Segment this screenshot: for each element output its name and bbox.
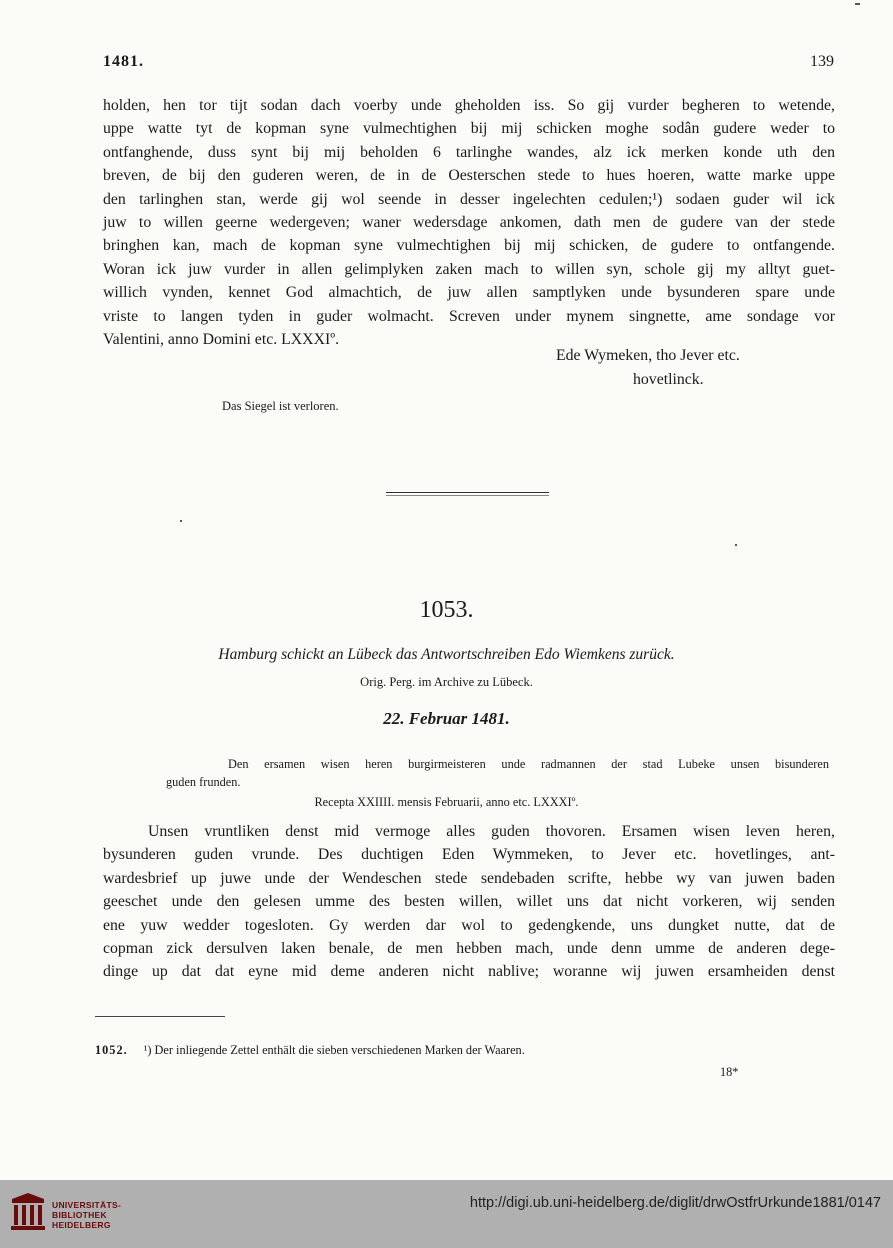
letter-address xyxy=(166,755,829,791)
text-line: den tarlinghen stan, werde gij wol seende in desser ingelechten cedulen;¹) sodaen guder wil ick xyxy=(103,190,835,208)
text-line: holden, hen tor tijt sodan dach voerby unde gheholden iss. So gij vurder begheren to wetende, xyxy=(103,97,835,114)
text-line: ene yuw wedder togesloten. Gy werden dar wol to gedengkende, uns dungket nutte, dat de xyxy=(103,916,835,934)
document-regest: Hamburg schickt an Lübeck das Antwortschreiben Edo Wiemkens zurück. xyxy=(218,646,675,663)
text-line: bysunderen guden vrunde. Des duchtigen Eden Wymmeken, to Jever etc. hovetlinges, ant- xyxy=(103,846,835,864)
signature-line-1: Ede Wymeken, tho Jever etc. xyxy=(556,347,740,364)
heidelberg-library-logo-icon xyxy=(8,1191,48,1233)
document-date: 22. Februar 1481. xyxy=(383,709,510,728)
document-source: Orig. Perg. im Archive zu Lübeck. xyxy=(360,675,533,689)
footnote xyxy=(95,1043,525,1058)
receipt-note: Recepta XXIIII. mensis Februarii, anno etc. LXXXIº. xyxy=(314,795,579,809)
signature-line-2: hovetlinck. xyxy=(633,371,704,388)
text-line: wardesbrief up juwe unde der Wendeschen stede sendebaden scrifte, hebbe wy van juwen baden xyxy=(103,869,835,887)
text-line: willich vynden, kennet God almachtich, de juw allen samptlyken unde bysunderen spare unde xyxy=(103,284,835,302)
letter-1053-body xyxy=(103,820,835,984)
text-line: uppe watte tyt de kopman syne vulmechtighen bij mij schicken moghe sodân gudere weder to xyxy=(103,120,835,138)
running-header-year: 1481. xyxy=(103,53,144,70)
text-line: juw to willen geerne wedergeven; waner wedersdage ankomen, dath men de gudere van der stede xyxy=(103,214,835,232)
address-line: Den ersamen wisen heren burgirmeisteren unde radmannen der stad Lubeke unsen bisunderen xyxy=(228,757,829,771)
document-number: 1053. xyxy=(419,597,474,623)
text-line: breven, de bij den guderen weren, de in de Oesterschen stede to hues hoeren, watte marke uppe xyxy=(103,167,835,185)
address-line: guden frunden. xyxy=(166,775,241,789)
scan-speck xyxy=(180,520,182,522)
text-line: vriste to langen tyden in guder wolmacht. Screven under mynem singnette, ame sondage vor xyxy=(103,307,835,325)
letter-1052-body xyxy=(103,94,835,351)
text-line: dinge up dat dat eyne mid deme anderen nicht nablive; woranne wij juwen ersamheiden denst xyxy=(103,963,835,981)
scan-speck xyxy=(735,544,737,546)
seal-note: Das Siegel ist verloren. xyxy=(222,399,339,413)
scan-speck xyxy=(855,3,860,5)
page-number: 139 xyxy=(810,53,834,70)
text-line: bringhen kan, mach de kopman syne vulmechtighen bij mij schicken, de gudere to ontfangende. xyxy=(103,237,835,255)
footnote-rule xyxy=(95,1016,225,1017)
footnote-document-number: 1052. xyxy=(95,1043,128,1057)
library-name-line: BIBLIOTHEK xyxy=(52,1210,107,1220)
text-line: Woran ick juw vurder in allen gelimplyken zaken mach to willen syn, schole gij my alltyt guet- xyxy=(103,260,835,278)
printer-signature-mark: 18* xyxy=(720,1065,739,1079)
text-line: geeschet unde den gelesen umme des besten willen, willet uns dat nicht vorkeren, wij senden xyxy=(103,893,835,911)
text-line: ontfanghende, duss synt bij mij beholden 6 tarlinghe wandes, alz ick merken konde uth den xyxy=(103,143,835,161)
text-line: Valentini, anno Domini etc. LXXXIº. xyxy=(103,331,340,349)
section-divider-double xyxy=(386,495,549,496)
library-name-line: UNIVERSITÄTS- xyxy=(52,1200,122,1210)
footnote-text: ¹) Der inliegende Zettel enthält die sieben verschiedenen Marken der Waaren. xyxy=(143,1043,525,1057)
permalink-url[interactable]: http://digi.ub.uni-heidelberg.de/diglit/drwOstfrUrkunde1881/0147 xyxy=(469,1195,881,1211)
library-name xyxy=(52,1200,121,1230)
text-line: Unsen vruntliken denst mid vermoge alles guden thovoren. Ersamen wisen leven heren, xyxy=(148,823,835,840)
text-line: copman zick dersulven laken benale, de men hebben mach, unde denn umme de anderen dege- xyxy=(103,940,835,958)
library-footer-bar xyxy=(0,1180,893,1248)
section-divider xyxy=(386,492,549,493)
library-name-line: HEIDELBERG xyxy=(52,1220,111,1230)
